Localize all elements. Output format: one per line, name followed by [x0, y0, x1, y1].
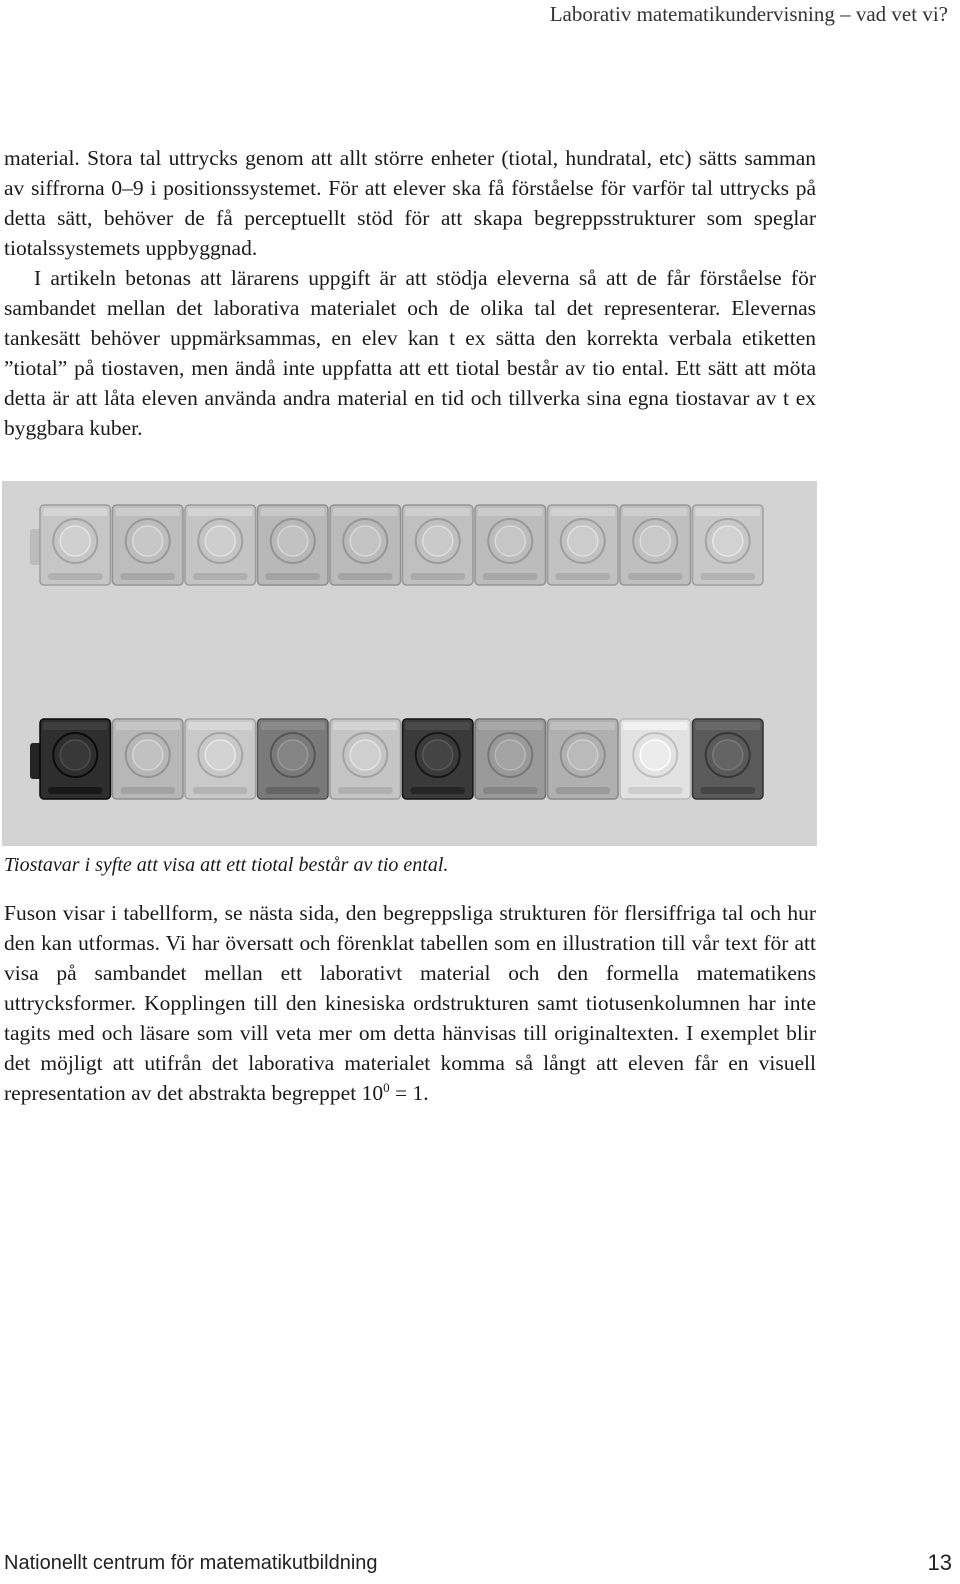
exponent: 0	[383, 1080, 390, 1095]
cube	[113, 505, 184, 585]
cube	[330, 505, 401, 585]
cube	[403, 505, 474, 585]
cube	[693, 505, 764, 585]
cube	[258, 505, 329, 585]
running-head: Laborativ matematikundervisning – vad vet vi?	[549, 2, 948, 26]
page-number: 13	[927, 1550, 952, 1575]
figure-caption: Tiostavar i syfte att visa att ett tiotal består av tio ental.	[4, 854, 449, 876]
footer-publisher: Nationellt centrum för matematikutbildning	[4, 1552, 378, 1574]
cube	[40, 719, 111, 799]
paragraph: material. Stora tal uttrycks genom att allt större enheter (tiotal, hundratal, etc) sätts samman av siffrorna 0–9 i positionssystemet. För att elever ska få förståelse för varför tal uttrycks på detta sätt, behöver de få perceptuellt stöd för att skapa begreppsstrukturer som speglar tiotalssystemets uppbyggnad.	[4, 146, 816, 260]
cube	[40, 505, 111, 585]
figure-photo	[2, 481, 817, 846]
cube	[475, 505, 546, 585]
body-text-bottom	[4, 898, 816, 1108]
unifix-cubes-photo	[2, 481, 817, 846]
cube	[548, 505, 619, 585]
cube-row-bottom	[30, 719, 763, 799]
cube	[185, 719, 256, 799]
paragraph: I artikeln betonas att lärarens uppgift är att stödja eleverna så att de får förståelse för sambandet mellan det laborativa materialet och de olika tal det representerar. Elevernas tankesätt behöver uppmärksammas, en elev kan t ex sätta den korrekta verbala etiketten ”tiotal” på tiostaven, men ändå inte uppfatta att ett tiotal består av tio ental. Ett sätt att möta detta är att låta eleven använda andra material en tid och tillverka sina egna tiostavar av t ex byggbara kuber.	[4, 266, 816, 440]
cube	[620, 505, 691, 585]
paragraph-text: Fuson visar i tabellform, se nästa sida, den begreppsliga strukturen för flersiffriga tal och hur den kan utformas. Vi har översatt och förenklat tabellen som en illustration till vår text för att visa på sambandet mellan ett laborativt material och den formella matematikens uttrycksformer. Kopplingen till den kinesiska ordstrukturen samt tiotusenkolumnen har inte tagits med och läsare som vill veta mer om detta hänvisas till originaltexten. I exemplet blir det möjligt att utifrån det laborativa materialet komma så långt att eleven får en visuell representation av det abstrakta begreppet 10	[4, 901, 816, 1105]
cube	[475, 719, 546, 799]
cube	[548, 719, 619, 799]
cube	[113, 719, 184, 799]
cube	[258, 719, 329, 799]
cube	[330, 719, 401, 799]
paragraph	[4, 898, 816, 1108]
cube	[403, 719, 474, 799]
cube	[693, 719, 764, 799]
cube	[185, 505, 256, 585]
cube	[620, 719, 691, 799]
cube-row-top	[30, 505, 763, 585]
body-text-top	[4, 143, 816, 443]
paragraph-text-end: = 1.	[389, 1081, 429, 1105]
